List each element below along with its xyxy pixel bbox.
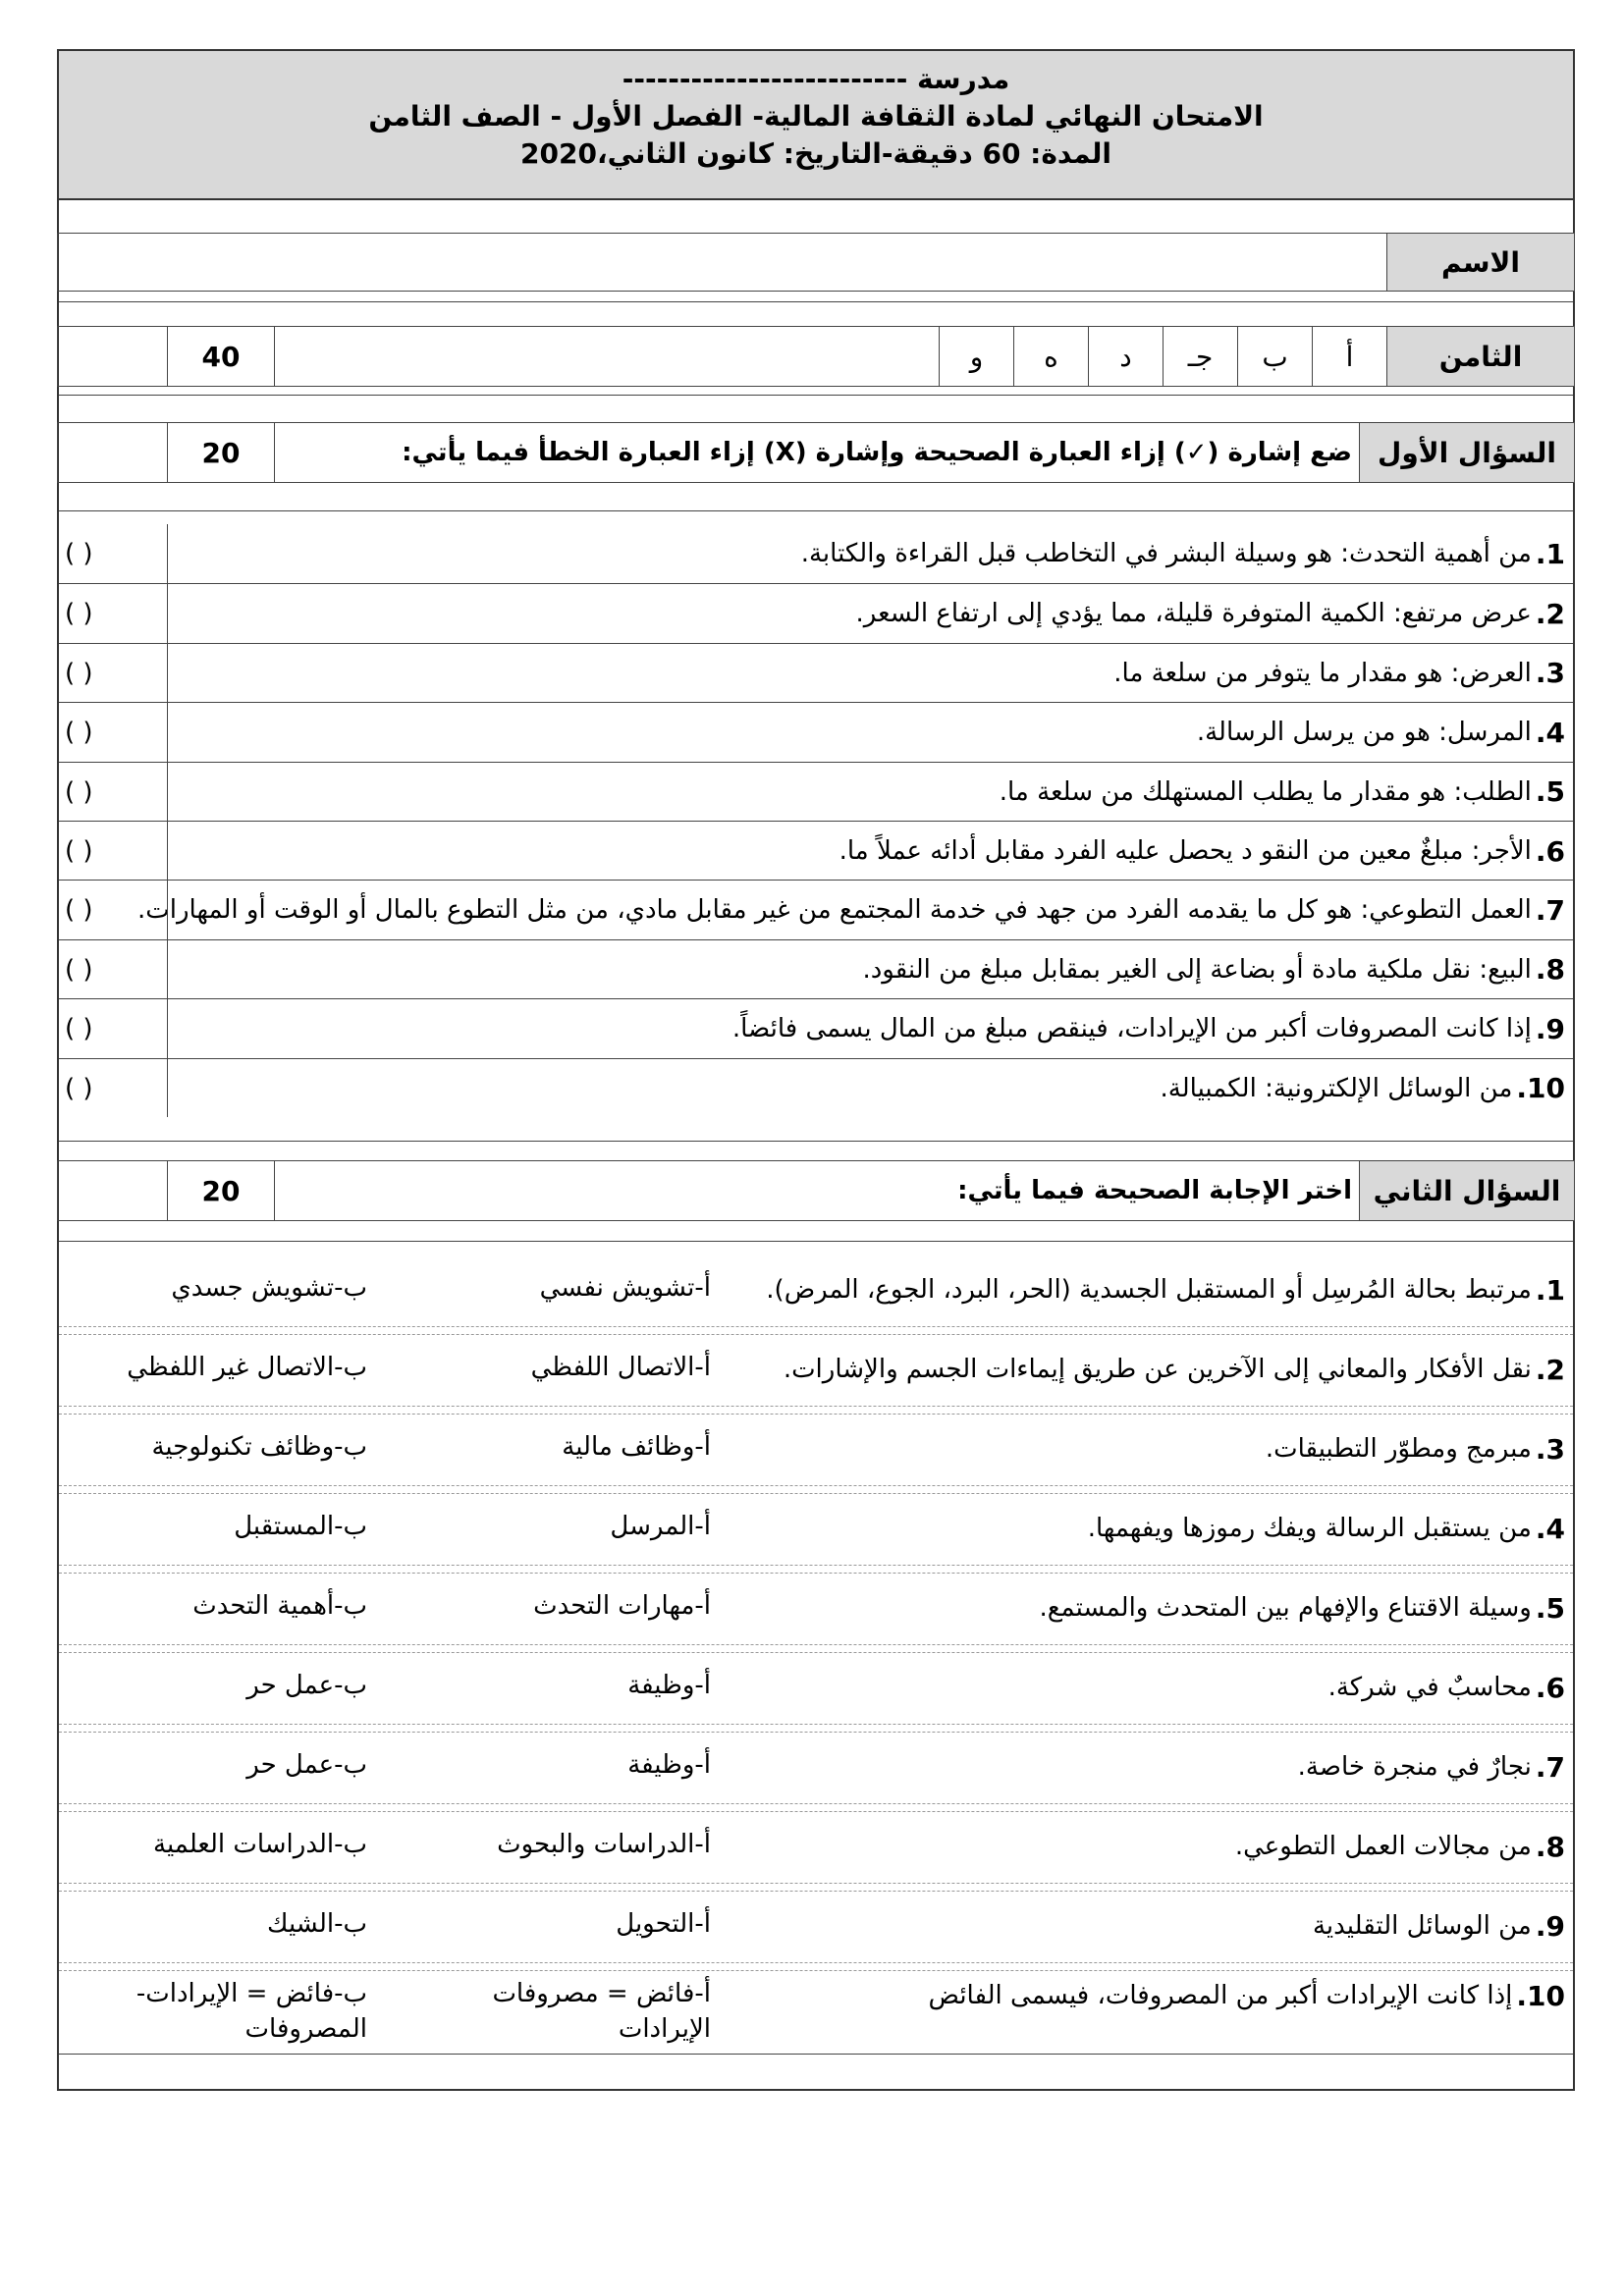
q1-item	[59, 762, 1573, 822]
option-b[interactable]: ب-تشويش جسدي	[171, 1273, 367, 1303]
answer-blank[interactable]: ( )	[65, 836, 93, 866]
q2-item-question	[928, 1966, 1565, 2025]
section-cell-a: أ	[1312, 326, 1386, 387]
q2-item	[59, 1648, 1573, 1727]
q2-item-number: 9.	[1535, 1909, 1565, 1943]
answer-blank[interactable]: ( )	[65, 718, 93, 748]
q2-item-number: 1.	[1535, 1273, 1565, 1307]
q2-item	[59, 1807, 1573, 1886]
row-separator	[59, 1883, 1573, 1884]
q1-item-text: المرسل: هو من يرسل الرسالة.	[1196, 718, 1532, 748]
divider	[59, 1141, 1573, 1142]
q2-item-number: 3.	[1535, 1432, 1565, 1466]
section-cell-c: جـ	[1163, 326, 1237, 387]
option-a[interactable]: أ-وظيفة	[627, 1671, 711, 1700]
option-b[interactable]: ب-المستقبل	[234, 1512, 367, 1541]
q2-item	[59, 1887, 1573, 1965]
q2-item	[59, 1410, 1573, 1488]
q2-item-question	[1039, 1569, 1565, 1647]
q2-item-number: 8.	[1535, 1830, 1565, 1863]
q2-instruction: اختر الإجابة الصحيحة فيما يأتي:	[957, 1176, 1352, 1205]
row-separator	[59, 1326, 1573, 1327]
q1-item-statement	[137, 881, 1565, 939]
q1-item-statement	[1197, 703, 1565, 762]
exam-page	[57, 49, 1575, 2091]
q1-item-number: 8.	[1535, 953, 1565, 987]
q1-item-number: 6.	[1535, 834, 1565, 868]
row-separator	[59, 1724, 1573, 1725]
q2-item	[59, 1330, 1573, 1409]
q1-item-text: العرض: هو مقدار ما يتوفر من سلعة ما.	[1113, 658, 1532, 688]
q2-item	[59, 1966, 1573, 2045]
q2-item	[59, 1728, 1573, 1806]
q1-item-statement	[839, 822, 1565, 881]
q1-items	[59, 524, 1573, 1133]
q1-score: 20	[167, 422, 275, 483]
section-cell-b: ب	[1237, 326, 1312, 387]
total-score: 40	[167, 326, 275, 387]
q2-item-question	[1313, 1887, 1565, 1965]
option-b[interactable]: ب-عمل حر	[246, 1750, 367, 1780]
divider	[59, 1241, 1573, 1242]
q2-item	[59, 1489, 1573, 1568]
row-separator	[59, 1962, 1573, 1963]
option-a[interactable]: أ-المرسل	[610, 1512, 711, 1541]
option-a[interactable]: أ-الاتصال اللفظي	[530, 1353, 711, 1382]
q1-item-text: الطلب: هو مقدار ما يطلب المستهلك من سلعة ما.	[999, 776, 1532, 807]
answer-blank[interactable]: ( )	[65, 776, 93, 807]
answer-blank[interactable]: ( )	[65, 599, 93, 629]
row-separator	[59, 1406, 1573, 1407]
q1-item	[59, 643, 1573, 703]
q1-item-text: الأجر: مبلغٌ معين من النقو د يحصل عليه الفرد مقابل أدائه عملاً ما.	[839, 836, 1532, 866]
q1-item-statement	[732, 999, 1565, 1058]
school-name: مدرسة -------------------------	[622, 63, 1010, 95]
q2-item-text: مبرمج ومطوّر التطبيقات.	[1265, 1434, 1532, 1464]
q1-label: السؤال الأول	[1359, 422, 1575, 483]
name-label: الاسم	[1386, 233, 1575, 292]
exam-header	[59, 51, 1573, 200]
row-separator	[59, 1565, 1573, 1566]
option-b[interactable]: ب-الدراسات العلمية	[153, 1830, 367, 1859]
q2-item-text: من الوسائل التقليدية	[1312, 1911, 1532, 1941]
name-field[interactable]	[57, 233, 1384, 292]
q2-item-question	[784, 1330, 1565, 1409]
answer-blank[interactable]: ( )	[65, 1014, 93, 1044]
q1-item-text: العمل التطوعي: هو كل ما يقدمه الفرد من جهد في خدمة المجتمع من غير مقابل مادي، من مثل التطوع بالمال أو الوقت أو المهارات.	[137, 895, 1532, 926]
divider	[59, 395, 1573, 396]
q2-item-text: نجارٌ في منجرة خاصة.	[1297, 1752, 1532, 1782]
option-b[interactable]: ب-الشيك	[267, 1909, 367, 1939]
q1-item	[59, 702, 1573, 762]
q2-item-question	[1266, 1410, 1565, 1488]
q1-item	[59, 524, 1573, 583]
q1-item-number: 2.	[1535, 597, 1565, 630]
q2-item-number: 7.	[1535, 1750, 1565, 1784]
q1-item-statement	[1000, 763, 1565, 822]
q2-item-text: وسيلة الاقتناع والإفهام بين المتحدث والمستمع.	[1039, 1593, 1532, 1623]
q1-item	[59, 939, 1573, 999]
option-a[interactable]: أ-فائض = مصروفات الإيرادات	[492, 1979, 711, 2044]
q1-item-text: عرض مرتفع: الكمية المتوفرة قليلة، مما يؤدي إلى ارتفاع السعر.	[855, 599, 1532, 629]
q1-answer-divider	[167, 524, 168, 1117]
q2-item	[59, 1569, 1573, 1647]
section-cell-d: د	[1088, 326, 1163, 387]
q2-item-question	[766, 1251, 1565, 1329]
q1-item-number: 7.	[1535, 893, 1565, 927]
q2-item-text: من يستقبل الرسالة ويفك رموزها ويفهمها.	[1087, 1514, 1532, 1543]
q1-item-number: 5.	[1535, 775, 1565, 809]
q2-item-question	[1088, 1489, 1565, 1568]
q1-item-statement	[862, 940, 1565, 999]
q2-items	[59, 1251, 1573, 2056]
option-a[interactable]: أ-مهارات التحدث	[533, 1591, 711, 1621]
exam-meta: المدة: 60 دقيقة-التاريخ: كانون الثاني،2020	[520, 137, 1111, 170]
option-b[interactable]: ب-وظائف تكنولوجية	[151, 1432, 367, 1462]
q1-item-number: 1.	[1535, 537, 1565, 570]
option-b[interactable]: ب-عمل حر	[246, 1671, 367, 1700]
q1-item	[59, 821, 1573, 881]
q2-item-number: 4.	[1535, 1512, 1565, 1545]
q1-item-text: من أهمية التحدث: هو وسيلة البشر في التخاطب قبل القراءة والكتابة.	[800, 539, 1532, 568]
answer-blank[interactable]: ( )	[65, 658, 93, 688]
divider	[59, 301, 1573, 302]
row-separator	[59, 1485, 1573, 1486]
section-cell-e: ه	[1013, 326, 1088, 387]
q1-item-number: 9.	[1535, 1012, 1565, 1045]
q1-item-statement	[801, 524, 1565, 583]
q1-item-text: من الوسائل الإلكترونية: الكمبيالة.	[1160, 1073, 1513, 1103]
q1-item-number: 10.	[1516, 1072, 1565, 1105]
row-separator	[59, 1644, 1573, 1645]
q2-item-text: مرتبط بحالة المُرسِل أو المستقبل الجسدية (الحر، البرد، الجوع، المرض).	[766, 1275, 1532, 1305]
row-separator	[59, 1803, 1573, 1804]
q1-item	[59, 1058, 1573, 1118]
divider	[59, 510, 1573, 511]
option-a[interactable]: أ-وظائف مالية	[562, 1432, 711, 1462]
option-b[interactable]: ب-أهمية التحدث	[192, 1591, 367, 1621]
option-b[interactable]: ب-الاتصال غير اللفظي	[127, 1353, 367, 1382]
q2-item-question	[1328, 1648, 1565, 1727]
q1-instruction: ضع إشارة (✓) إزاء العبارة الصحيحة وإشارة (X) إزاء العبارة الخطأ فيما يأتي:	[402, 438, 1352, 467]
q1-item-statement	[1113, 644, 1565, 703]
grade-label: الثامن	[1386, 326, 1575, 387]
q2-item-question	[1298, 1728, 1565, 1806]
q2-score: 20	[167, 1160, 275, 1221]
q2-item-text: نقل الأفكار والمعاني إلى الآخرين عن طريق إيماءات الجسم والإشارات.	[783, 1355, 1532, 1384]
option-b[interactable]: ب-فائض = الإيرادات- المصروفات	[135, 1979, 367, 2044]
q1-item-statement	[856, 584, 1565, 643]
q2-item-text: إذا كانت الإيرادات أكبر من المصروفات، فيسمى الفائض	[928, 1981, 1513, 2010]
option-a[interactable]: أ-وظيفة	[627, 1750, 711, 1780]
section-cell-f: و	[939, 326, 1013, 387]
q1-item-text: إذا كانت المصروفات أكبر من الإيرادات، فينقص مبلغ من المال يسمى فائضاً.	[731, 1014, 1532, 1044]
q2-item-text: من مجالات العمل التطوعي.	[1234, 1832, 1532, 1861]
option-a[interactable]: أ-تشويش نفسي	[539, 1273, 711, 1303]
divider	[59, 2054, 1573, 2055]
q1-item	[59, 880, 1573, 939]
q1-item	[59, 583, 1573, 643]
q2-item-number: 10.	[1516, 1979, 1565, 2012]
option-a[interactable]: أ-التحويل	[616, 1909, 711, 1939]
q1-item-number: 4.	[1535, 716, 1565, 749]
answer-blank[interactable]: ( )	[65, 539, 93, 568]
answer-blank[interactable]: ( )	[65, 954, 93, 985]
q2-item	[59, 1251, 1573, 1329]
answer-blank[interactable]: ( )	[65, 1073, 93, 1103]
q2-item-number: 5.	[1535, 1591, 1565, 1625]
q1-item-text: البيع: نقل ملكية مادة أو بضاعة إلى الغير بمقابل مبلغ من النقود.	[862, 954, 1532, 985]
q2-item-question	[1235, 1807, 1565, 1886]
q2-label: السؤال الثاني	[1359, 1160, 1575, 1221]
answer-blank[interactable]: ( )	[65, 895, 93, 926]
q2-item-text: محاسبٌ في شركة.	[1327, 1673, 1532, 1702]
q2-item-number: 2.	[1535, 1353, 1565, 1386]
q1-item	[59, 998, 1573, 1058]
q2-item-number: 6.	[1535, 1671, 1565, 1704]
q1-item-number: 3.	[1535, 657, 1565, 690]
exam-title: الامتحان النهائي لمادة الثقافة المالية- الفصل الأول - الصف الثامن	[368, 100, 1264, 133]
q1-item-statement	[1161, 1059, 1565, 1118]
option-a[interactable]: أ-الدراسات والبحوث	[497, 1830, 711, 1859]
